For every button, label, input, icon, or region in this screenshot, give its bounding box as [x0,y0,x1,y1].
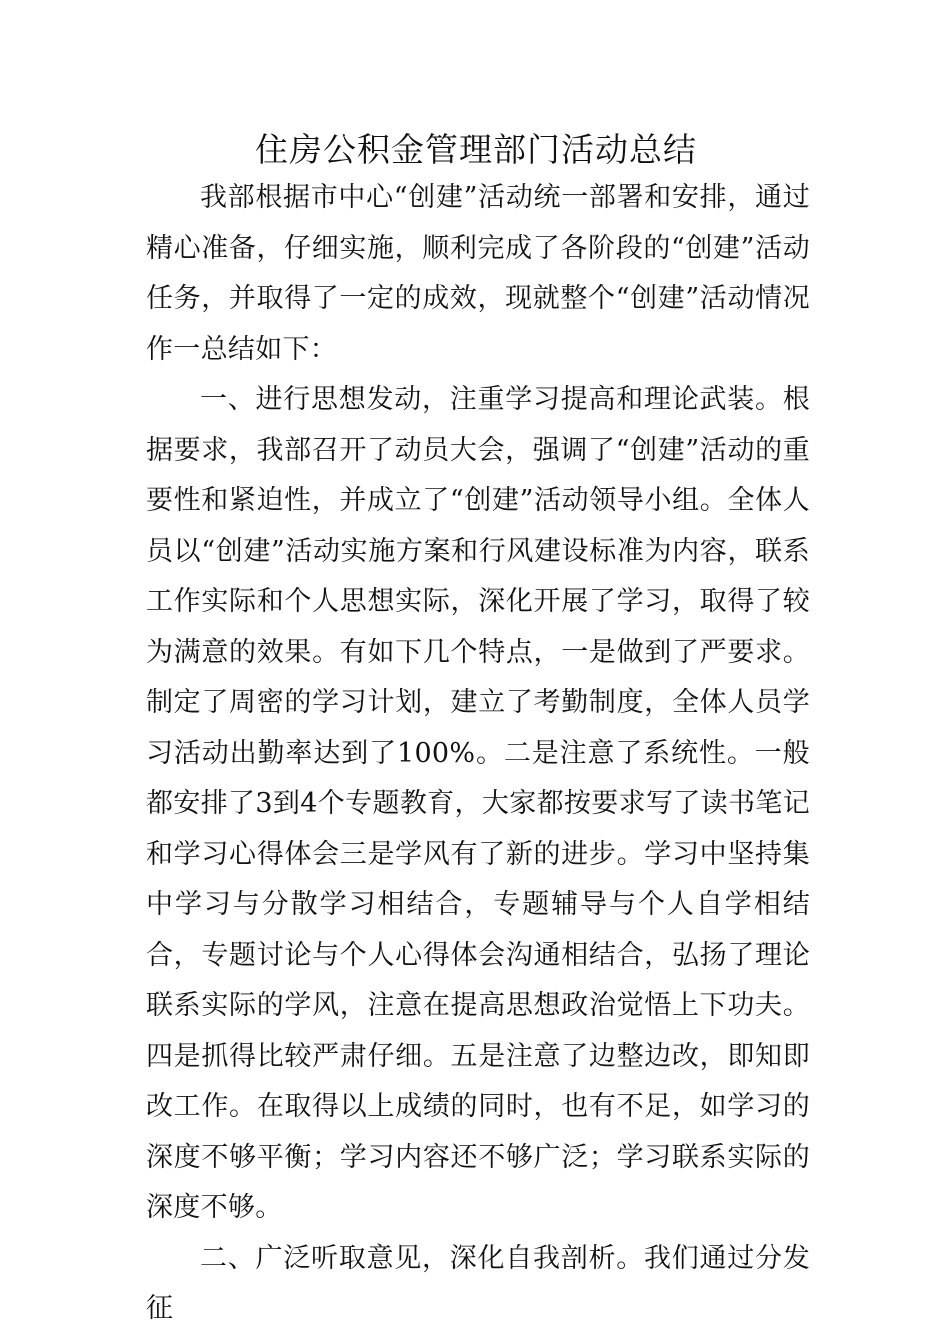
document-title: 住房公积金管理部门活动总结 [255,130,697,169]
paragraph-section-one: 一、进行思想发动，注重学习提高和理论武装。根据要求，我部召开了动员大会，强调了“创建”活动的重要性和紧迫性，并成立了“创建”活动领导小组。全体人员以“创建”活动实施方案和行风建设标准为内容，联系工作实际和个人思想实际，深化开展了学习，取得了较为满意的效果。有如下几个特点，一是做到了严要求。制定了周密的学习计划，建立了考勤制度，全体人员学习活动出勤率达到了100%。二是注意了系统性。一般都安排了3到4个专题教育，大家都按要求写了读书笔记和学习心得体会三是学风有了新的进步。学习中坚持集中学习与分散学习相结合，专题辅导与个人自学相结合，专题讨论与个人心得体会沟通相结合，弘扬了理论联系实际的学风，注意在提高思想政治觉悟上下功夫。四是抓得比较严肃仔细。五是注意了边整边改，即知即改工作。在取得以上成绩的同时，也有不足，如学习的深度不够平衡；学习内容还不够广泛；学习联系实际的深度不够。 [146,384,810,1223]
document-body [146,173,810,1335]
paragraph-section-two: 二、广泛听取意见，深化自我剖析。我们通过分发征 [146,1242,810,1324]
paragraph-intro: 我部根据市中心“创建”活动统一部署和安排，通过精心准备，仔细实施，顺利完成了各阶段的“创建”活动任务，并取得了一定的成效，现就整个“创建”活动情况作一总结如下： [146,182,810,365]
